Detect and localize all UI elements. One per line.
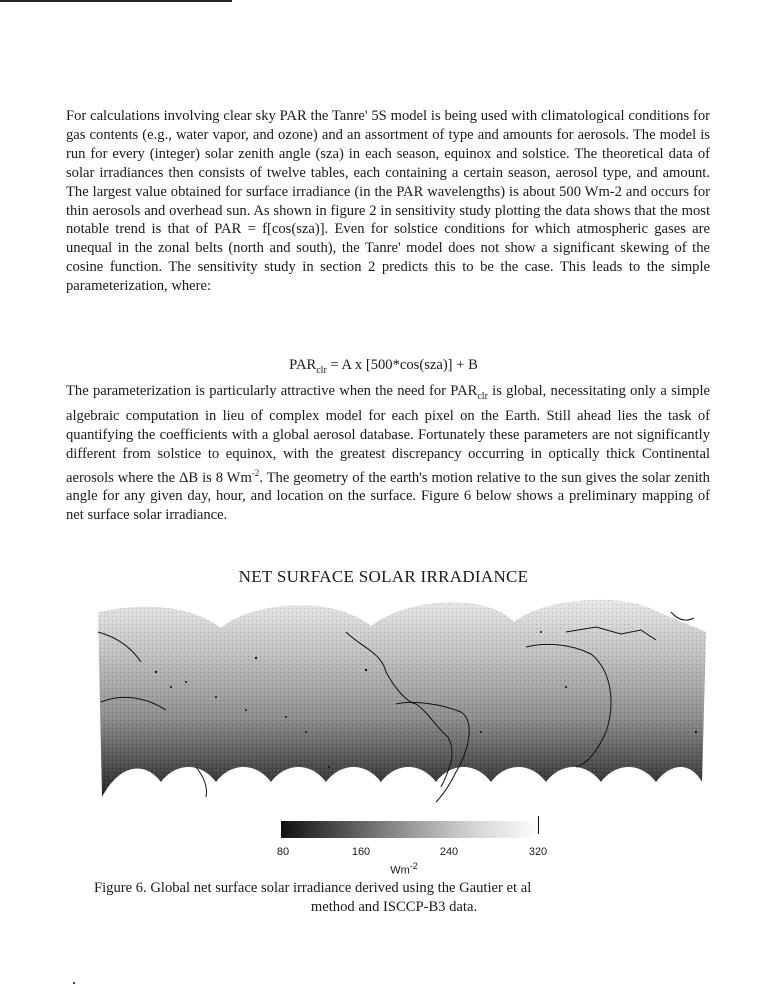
colorbar-tick-320: 320 bbox=[528, 846, 548, 858]
body-paragraph-1: For calculations involving clear sky PAR the Tanre' 5S model is being used with climatological conditions for gas contents (e.g., water vapor, and ozone) and an assortment of type and amounts for aerosols. The model is run for every (integer) solar zenith angle (sza) in each season, equinox and solstice. The theoretical data of solar irradiances then consists of twelve tables, each containing a certain season, aerosol type, and amount. The largest value obtained for surface irradiance (in the PAR wavelengths) is about 500 Wm-2 and occurs for thin aerosols and overhead sun. As shown in figure 2 in sensitivity study plotting the data shows that the most notable trend is that of PAR = f[cos(sza)]. Even for solstice conditions for which atmospheric gases are unequal in the zonal belts (north and south), the Tanre' model does not show a significant skewing of the cosine function. The sensitivity study in section 2 predicts this to be the case. This leads to the simple parameterization, where: bbox=[66, 108, 710, 295]
colorbar-unit-sup: -2 bbox=[409, 861, 418, 871]
page-speck bbox=[73, 982, 75, 984]
colorbar-tick-160: 160 bbox=[351, 846, 371, 858]
header-rule bbox=[0, 0, 232, 2]
colorbar-tick-240: 240 bbox=[439, 846, 459, 858]
paragraph2-superscript: -2 bbox=[251, 467, 260, 478]
caption-line-2: method and ISCCP-B3 data. bbox=[310, 899, 478, 915]
equation-lhs: PAR bbox=[289, 357, 317, 373]
caption-line-1: Figure 6. Global net surface solar irradiance derived using the Gautier et al bbox=[94, 880, 532, 896]
body-paragraph-2 bbox=[66, 382, 710, 525]
paragraph2-part1: The parameterization is particularly attractive when the need for PAR bbox=[66, 383, 478, 399]
irradiance-map bbox=[96, 592, 716, 812]
paragraph2-part3: . The geometry of the earth's motion relative to the sun gives the solar zenith angle for any given day, hour, and location on the surface. Figure 6 below shows a preliminary mapping of net surface solar irradiance. bbox=[66, 469, 710, 524]
equation-rhs: = A x [500*cos(sza)] + B bbox=[326, 357, 478, 373]
colorbar-marker bbox=[538, 816, 539, 834]
colorbar-unit bbox=[390, 861, 418, 877]
colorbar bbox=[281, 821, 541, 838]
equation bbox=[0, 357, 767, 376]
world-map-graphic bbox=[96, 592, 716, 812]
figure-title: NET SURFACE SOLAR IRRADIANCE bbox=[238, 567, 529, 586]
colorbar-tick-80: 80 bbox=[276, 846, 290, 858]
colorbar-unit-text: Wm bbox=[390, 864, 410, 877]
figure-caption bbox=[94, 879, 694, 917]
paragraph2-subscript: clr bbox=[477, 390, 488, 402]
paragraph2-part2: is global, necessitating only a simple algebraic computation in lieu of complex model for each pixel on the Earth. Still ahead lies the task of quantifying the coefficients with a global aerosol database. Fortunately these parameters are not significantly different from solstice to equinox, with the greatest discrepancy occurring in optically thick Continental aerosols where the ΔB is 8 Wm bbox=[66, 383, 711, 486]
equation-lhs-subscript: clr bbox=[316, 364, 327, 376]
